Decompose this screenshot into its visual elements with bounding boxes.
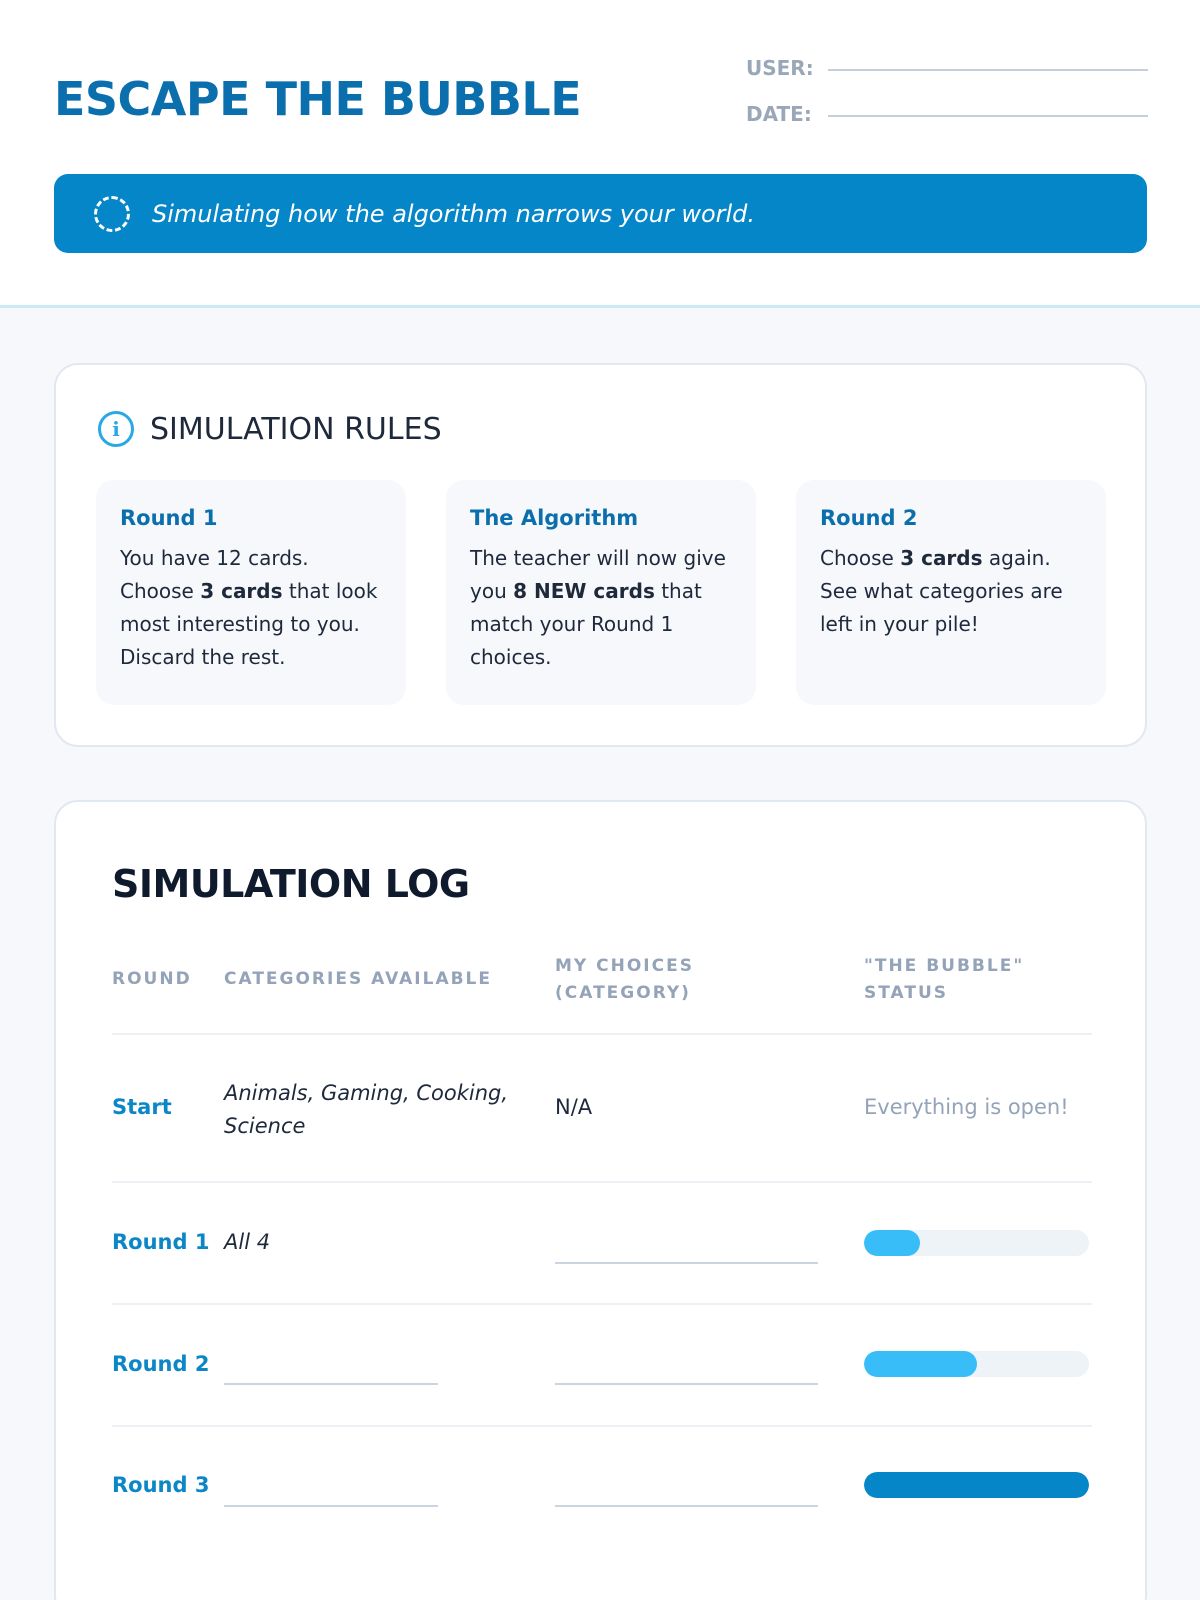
- page-title: ESCAPE THE BUBBLE: [54, 72, 582, 126]
- loading-spinner-icon: [94, 196, 130, 232]
- column-header-status: "THE BUBBLE" STATUS: [864, 956, 1025, 1003]
- column-header-choices: MY CHOICES (CATEGORY): [555, 956, 694, 1003]
- bubble-status-bar-round-2: [864, 1351, 1089, 1377]
- bubble-status-bar-round-3: [864, 1472, 1089, 1498]
- bubble-status-start: Everything is open!: [864, 1095, 1069, 1119]
- rule-text: Choose 3 cards again. See what categories are left in your pile!: [820, 546, 1063, 636]
- row-divider: [112, 1425, 1092, 1427]
- round-label-1: Round 1: [112, 1230, 210, 1254]
- rule-box-round-1: [96, 480, 406, 705]
- rules-card: [54, 363, 1147, 747]
- column-header-round: ROUND: [112, 969, 192, 989]
- rule-box-round-2: [796, 480, 1106, 705]
- date-input-line[interactable]: [828, 115, 1148, 117]
- log-title: SIMULATION LOG: [112, 862, 470, 906]
- page-header: [0, 0, 1200, 308]
- user-label: USER:: [746, 56, 814, 80]
- user-field: [746, 56, 1148, 80]
- date-field: [746, 102, 1148, 126]
- bubble-fill: [864, 1351, 977, 1377]
- bubble-fill: [864, 1230, 920, 1256]
- categories-start: Animals, Gaming, Cooking, Science: [224, 1081, 509, 1138]
- date-label: DATE:: [746, 102, 812, 126]
- bubble-status-bar-round-1: [864, 1230, 1089, 1256]
- round-label-2: Round 2: [112, 1352, 210, 1376]
- row-divider: [112, 1181, 1092, 1183]
- bubble-fill: [864, 1472, 1089, 1498]
- row-divider: [112, 1033, 1092, 1035]
- categories-round-1: All 4: [224, 1230, 271, 1254]
- round-label-3: Round 3: [112, 1473, 210, 1497]
- simulation-log-card: [54, 800, 1147, 1600]
- categories-input-round-3[interactable]: [224, 1505, 438, 1507]
- intro-banner: [54, 174, 1147, 253]
- banner-text: Simulating how the algorithm narrows your world.: [152, 199, 756, 228]
- rule-text: The teacher will now give you 8 NEW cards that match your Round 1 choices.: [470, 546, 726, 669]
- row-divider: [112, 1303, 1092, 1305]
- round-label-start: Start: [112, 1095, 172, 1119]
- choices-input-round-1[interactable]: [555, 1262, 818, 1264]
- rule-box-algorithm: [446, 480, 756, 705]
- column-header-categories: CATEGORIES AVAILABLE: [224, 969, 492, 989]
- rule-text: You have 12 cards. Choose 3 cards that look most interesting to you. Discard the rest.: [120, 546, 378, 669]
- choices-input-round-2[interactable]: [555, 1383, 818, 1385]
- rule-name: Round 1: [120, 506, 218, 530]
- choices-start: N/A: [555, 1095, 593, 1119]
- rules-title: SIMULATION RULES: [150, 411, 442, 447]
- choices-input-round-3[interactable]: [555, 1505, 818, 1507]
- rule-name: Round 2: [820, 506, 918, 530]
- rules-heading: [98, 411, 442, 447]
- info-icon: i: [98, 411, 134, 447]
- user-input-line[interactable]: [828, 69, 1148, 71]
- rule-name: The Algorithm: [470, 506, 639, 530]
- categories-input-round-2[interactable]: [224, 1383, 438, 1385]
